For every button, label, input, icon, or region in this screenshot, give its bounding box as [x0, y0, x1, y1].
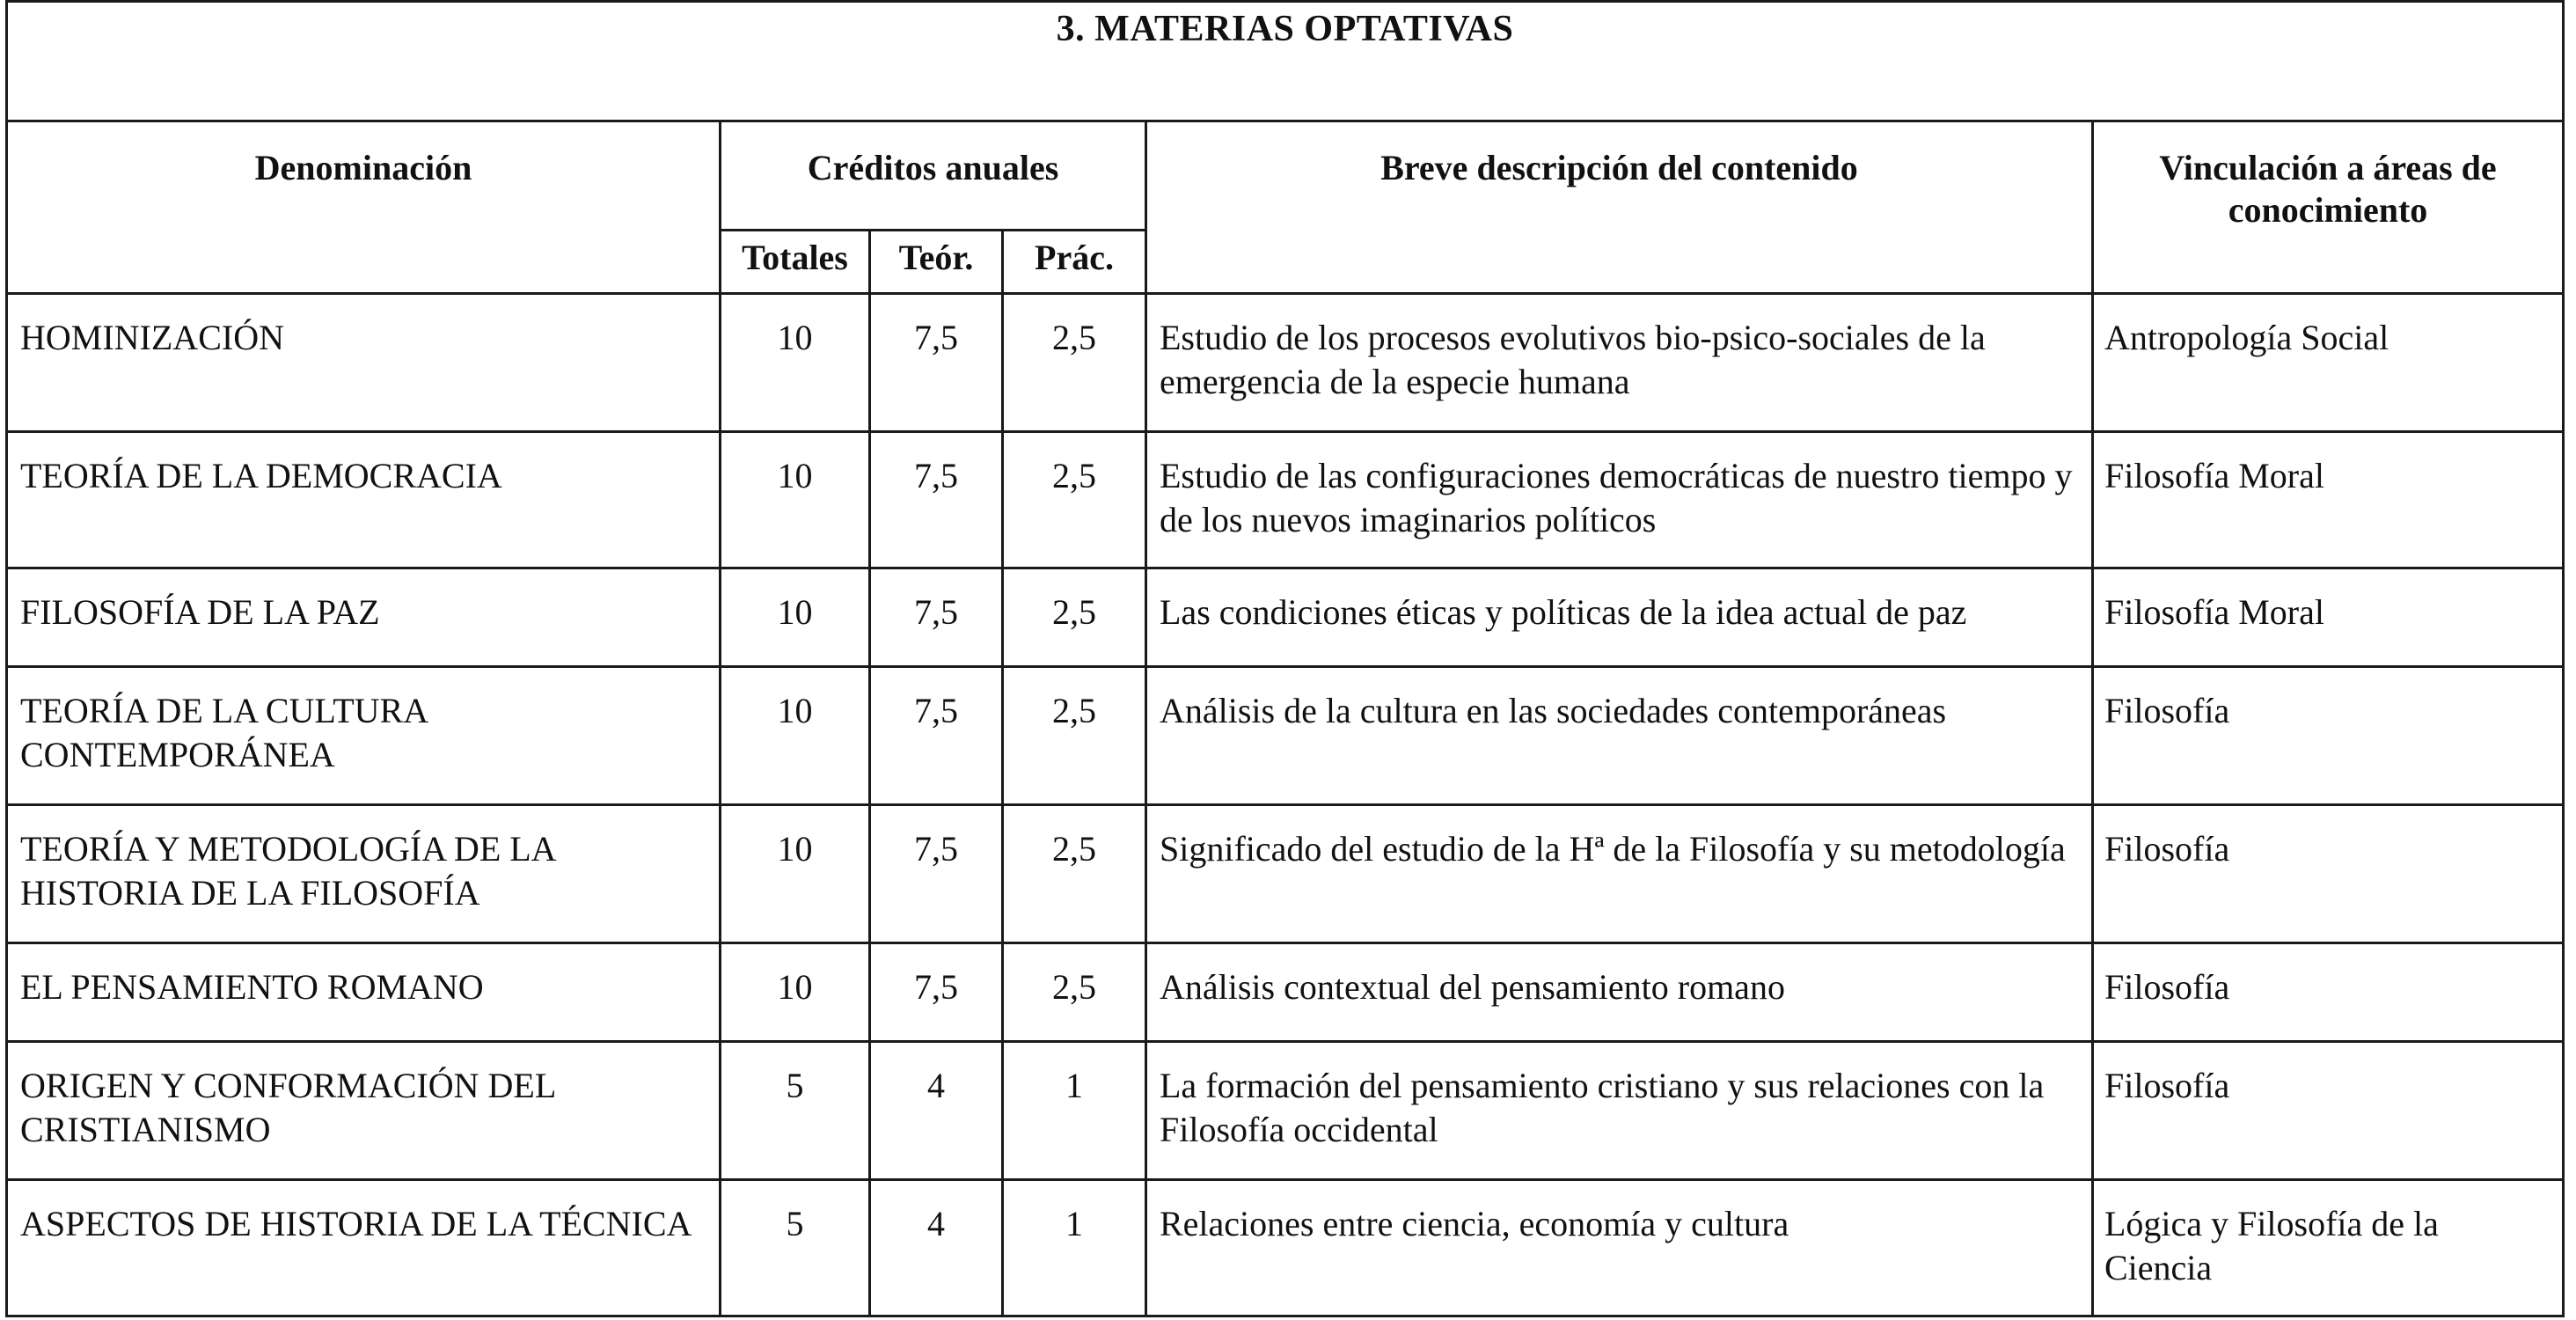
credits-teor: 4 [870, 1042, 1003, 1180]
credits-totales: 10 [721, 432, 870, 568]
knowledge-area: Filosofía [2093, 667, 2564, 805]
subject-name: TEORÍA DE LA CULTURA CONTEMPORÁNEA [7, 667, 721, 805]
credits-teor: 7,5 [870, 294, 1003, 432]
credits-teor: 7,5 [870, 432, 1003, 568]
credits-teor: 7,5 [870, 943, 1003, 1042]
materias-optativas-table [5, 0, 2565, 1317]
knowledge-area: Filosofía Moral [2093, 432, 2564, 568]
subject-description: Estudio de las configuraciones democráticas de nuestro tiempo y de los nuevos imaginarios políticos [1146, 432, 2093, 568]
credits-teor: 7,5 [870, 805, 1003, 943]
table-row [7, 805, 2564, 943]
credits-prac: 2,5 [1003, 667, 1146, 805]
subject-name: TEORÍA DE LA DEMOCRACIA [7, 432, 721, 568]
subject-name: ASPECTOS DE HISTORIA DE LA TÉCNICA [7, 1180, 721, 1316]
credits-teor: 4 [870, 1180, 1003, 1316]
table-row [7, 432, 2564, 568]
credits-totales: 10 [721, 667, 870, 805]
knowledge-area: Antropología Social [2093, 294, 2564, 432]
subject-description: La formación del pensamiento cristiano y sus relaciones con la Filosofía occidental [1146, 1042, 2093, 1180]
credits-prac: 2,5 [1003, 943, 1146, 1042]
table-row [7, 294, 2564, 432]
credits-teor: 7,5 [870, 568, 1003, 667]
table-row [7, 667, 2564, 805]
subject-name: TEORÍA Y METODOLOGÍA DE LA HISTORIA DE LA FILOSOFÍA [7, 805, 721, 943]
credits-totales: 10 [721, 294, 870, 432]
credits-totales: 5 [721, 1180, 870, 1316]
header-vinculacion: Vinculación a áreas de conocimiento [2093, 121, 2564, 294]
subject-name: ORIGEN Y CONFORMACIÓN DEL CRISTIANISMO [7, 1042, 721, 1180]
table-row [7, 1042, 2564, 1180]
credits-totales: 10 [721, 943, 870, 1042]
knowledge-area: Filosofía Moral [2093, 568, 2564, 667]
subject-description: Análisis contextual del pensamiento romano [1146, 943, 2093, 1042]
title-row [7, 2, 2564, 121]
header-prac: Prác. [1003, 231, 1146, 294]
credits-totales: 5 [721, 1042, 870, 1180]
header-descripcion: Breve descripción del contenido [1146, 121, 2093, 294]
knowledge-area: Filosofía [2093, 943, 2564, 1042]
header-totales: Totales [721, 231, 870, 294]
subject-name: FILOSOFÍA DE LA PAZ [7, 568, 721, 667]
document-page [5, 0, 2562, 1313]
credits-prac: 1 [1003, 1042, 1146, 1180]
credits-totales: 10 [721, 805, 870, 943]
subject-name: EL PENSAMIENTO ROMANO [7, 943, 721, 1042]
knowledge-area: Filosofía [2093, 1042, 2564, 1180]
credits-prac: 1 [1003, 1180, 1146, 1316]
subject-description: Relaciones entre ciencia, economía y cultura [1146, 1180, 2093, 1316]
credits-prac: 2,5 [1003, 432, 1146, 568]
credits-prac: 2,5 [1003, 805, 1146, 943]
table-row [7, 943, 2564, 1042]
subject-description: Significado del estudio de la Hª de la Filosofía y su metodología [1146, 805, 2093, 943]
header-row-1 [7, 121, 2564, 231]
credits-prac: 2,5 [1003, 294, 1146, 432]
knowledge-area: Filosofía [2093, 805, 2564, 943]
subject-description: Las condiciones éticas y políticas de la idea actual de paz [1146, 568, 2093, 667]
table-title: 3. MATERIAS OPTATIVAS [7, 2, 2564, 121]
subject-name: HOMINIZACIÓN [7, 294, 721, 432]
subject-description: Estudio de los procesos evolutivos bio-psico-sociales de la emergencia de la especie humana [1146, 294, 2093, 432]
credits-teor: 7,5 [870, 667, 1003, 805]
credits-prac: 2,5 [1003, 568, 1146, 667]
header-teor: Teór. [870, 231, 1003, 294]
subject-description: Análisis de la cultura en las sociedades contemporáneas [1146, 667, 2093, 805]
credits-totales: 10 [721, 568, 870, 667]
table-row [7, 568, 2564, 667]
table-row [7, 1180, 2564, 1316]
header-creditos-anuales: Créditos anuales [721, 121, 1146, 231]
header-denominacion: Denominación [7, 121, 721, 294]
knowledge-area: Lógica y Filosofía de la Ciencia [2093, 1180, 2564, 1316]
